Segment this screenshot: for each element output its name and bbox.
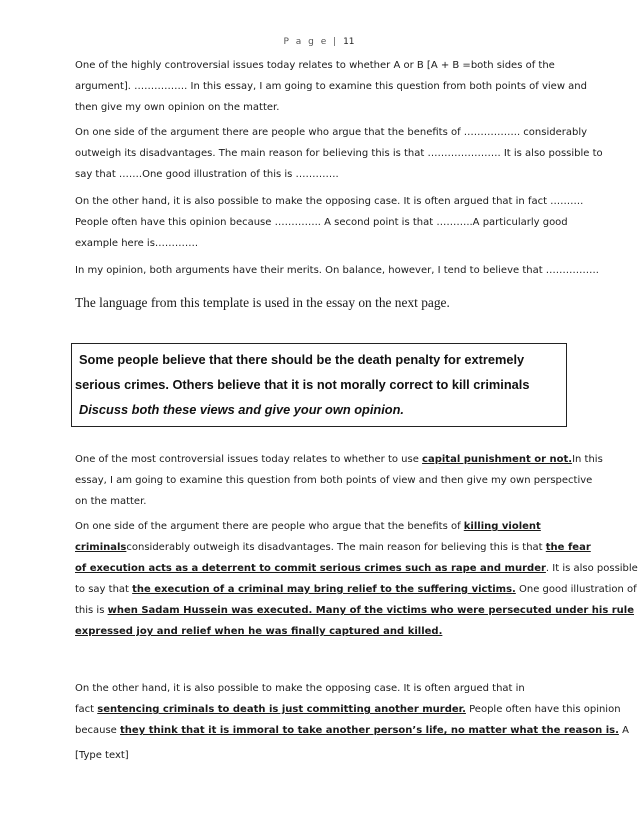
text-line: example here is………….: [75, 238, 199, 249]
key-phrase: the execution of a criminal may bring relief to the suffering victims.: [132, 584, 516, 595]
text-span: because: [75, 725, 121, 736]
text-line: [75, 600, 635, 621]
page-separator: |: [333, 37, 339, 47]
text-span: In this: [572, 454, 603, 465]
text-line: outweigh its disadvantages. The main reason for believing this is that …………………. It is also possible to: [75, 148, 603, 159]
text-line: argument]. ……………. In this essay, I am going to examine this question from both points of view and: [75, 81, 587, 92]
text-span: One good illustration of: [515, 584, 637, 595]
key-phrase: the fear: [545, 542, 591, 553]
essay-paragraph-3: [75, 678, 629, 741]
text-line: People often have this opinion because ………….. A second point is that ………..A particularly good: [75, 217, 568, 228]
footer-placeholder: [Type text]: [75, 750, 129, 761]
text-span: . It is also possible: [545, 563, 638, 574]
template-note: [75, 294, 570, 315]
text-span: A: [618, 725, 629, 736]
page-header: [0, 37, 638, 47]
text-span: One of the most controversial issues today relates to whether to use: [75, 454, 423, 465]
text-line: say that …….One good illustration of this is ………….: [75, 169, 339, 180]
text-line: On one side of the argument there are people who argue that the benefits of …………….. considerably: [75, 127, 588, 138]
text-line: [75, 621, 570, 642]
page-footer: [75, 745, 570, 766]
key-phrase: capital punishment or not.: [422, 454, 573, 465]
question-line-1: Some people believe that there should be the death penalty for extremely: [79, 352, 525, 367]
text-line: essay, I am going to examine this question from both points of view and then give my own perspective: [75, 475, 593, 486]
key-phrase: of execution acts as a deterrent to commit serious crimes such as rape and murder: [75, 563, 546, 574]
essay-paragraph-1: [75, 449, 603, 512]
question-line-2: serious crimes. Others believe that it is not morally correct to kill criminals: [75, 377, 530, 392]
question-instruction: Discuss both these views and give your own opinion.: [79, 402, 404, 417]
template-paragraph-4: [75, 260, 599, 281]
text-line: [75, 579, 637, 600]
key-phrase: killing violent: [463, 521, 541, 532]
template-paragraph-1: [75, 55, 587, 118]
text-line: [75, 449, 603, 470]
text-span: On one side of the argument there are people who argue that the benefits of: [75, 521, 464, 532]
text-line: [75, 720, 629, 741]
key-phrase: sentencing criminals to death is just committing another murder.: [97, 704, 466, 715]
text-line: [75, 516, 570, 537]
text-line: On the other hand, it is also possible to make the opposing case. It is often argued that in: [75, 683, 525, 694]
text-span: fact: [75, 704, 98, 715]
text-line: On the other hand, it is also possible to make the opposing case. It is often argued that in fact ……….: [75, 196, 584, 207]
text-span: considerably outweigh its disadvantages. The main reason for believing this is that: [126, 542, 546, 553]
text-line: [75, 699, 621, 720]
text-span: to say that: [75, 584, 133, 595]
key-phrase: expressed joy and relief when he was finally captured and killed.: [75, 626, 443, 637]
page-number: 11: [343, 37, 355, 47]
key-phrase: criminals: [75, 542, 127, 553]
key-phrase: they think that it is immoral to take another person’s life, no matter what the reason is.: [120, 725, 619, 736]
text-line: [75, 537, 591, 558]
text-line: on the matter.: [75, 496, 147, 507]
text-span: People often have this opinion: [465, 704, 621, 715]
page-label: P a g e: [283, 37, 329, 47]
text-span: this is: [75, 605, 108, 616]
template-paragraph-3: [75, 191, 584, 254]
key-phrase: when Sadam Hussein was executed. Many of the victims who were persecuted under his rule: [107, 605, 635, 616]
text-line: then give my own opinion on the matter.: [75, 102, 280, 113]
text-line: In my opinion, both arguments have their merits. On balance, however, I tend to believe that …………….: [75, 265, 599, 276]
template-paragraph-2: [75, 122, 603, 185]
note-text: The language from this template is used in the essay on the next page.: [75, 295, 450, 310]
text-line: One of the highly controversial issues today relates to whether A or B [A + B =both sides of the: [75, 60, 555, 71]
text-line: [75, 558, 638, 579]
essay-paragraph-2: [75, 516, 638, 642]
